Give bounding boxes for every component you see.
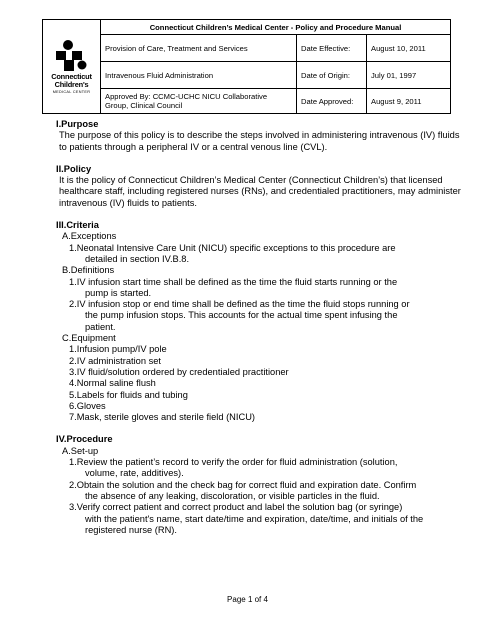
manual-title: Connecticut Children’s Medical Center - Policy and Procedure Manual	[101, 20, 451, 35]
definitions-heading: B.Definitions	[62, 265, 115, 276]
setup-step-1: 1.Review the patient’s record to verify the order for fluid administration (solution, volume, rate, additives).	[69, 457, 398, 479]
purpose-text: The purpose of this policy is to describe the steps involved in administering intravenous (IV) fluids to patients through a peripheral IV or a central venous line (CVL).	[59, 130, 460, 152]
equipment-item: 6.Gloves	[69, 400, 106, 411]
children-figure-logo-icon	[52, 39, 92, 73]
policy-heading: II.Policy	[56, 163, 92, 174]
purpose-heading: I.Purpose	[56, 119, 99, 129]
exceptions-item-1: 1.Neonatal Intensive Care Unit (NICU) specific exceptions to this procedure are detailed in section IV.B.8.	[69, 242, 396, 264]
equipment-item: 2.IV administration set	[69, 355, 161, 366]
equipment-item: 7.Mask, sterile gloves and sterile field (NICU)	[69, 412, 256, 423]
page-number: Page 1 of 4	[227, 595, 268, 604]
equipment-item: 1.Infusion pump/IV pole	[69, 344, 167, 355]
policy-body	[42, 119, 462, 536]
logo-line-2: Children's	[54, 79, 89, 89]
header-category: Provision of Care, Treatment and Services	[101, 35, 297, 62]
header-policy-name: Intravenous Fluid Administration	[101, 62, 297, 89]
logo-line-3: MEDICAL CENTER	[52, 89, 91, 94]
date-of-origin-label: Date of Origin:	[297, 62, 367, 89]
policy-header-table	[42, 19, 451, 114]
equipment-item: 3.IV fluid/solution ordered by credentialed practitioner	[69, 366, 289, 377]
header-approved-by: Approved By: CCMC-UCHC NICU Collaborative Group, Clinical Council	[101, 89, 297, 114]
date-of-origin-value: July 01, 1997	[367, 62, 451, 89]
date-approved-label: Date Approved:	[297, 89, 367, 114]
equipment-heading: C.Equipment	[62, 333, 116, 344]
definitions-item-2: 2.IV infusion stop or end time shall be defined as the time the fluid stops running or the pump infusion stops. This accounts for the actual time spent infusing the patient.	[69, 299, 410, 332]
logo-line-1: Connecticut	[51, 71, 92, 81]
setup-step-2: 2.Obtain the solution and the check bag for correct fluid and expiration date. Confirm the absence of any leaking, discoloration, or visible particles in the fluid.	[69, 479, 417, 501]
equipment-item: 4.Normal saline flush	[69, 378, 156, 389]
procedure-heading: IV.Procedure	[56, 434, 113, 445]
setup-heading: A.Set-up	[62, 445, 99, 456]
equipment-item: 5.Labels for fluids and tubing	[69, 389, 188, 400]
exceptions-heading: A.Exceptions	[62, 231, 117, 242]
setup-step-3: 3.Verify correct patient and correct product and label the solution bag (or syringe) with the patient's name, start date/time and expiration, date/time, and initials of the registered nurse (RN).	[69, 502, 424, 535]
date-approved-value: August 9, 2011	[367, 89, 451, 114]
policy-text: It is the policy of Connecticut Children’s Medical Center (Connecticut Children’s) that licensed healthcare staff, including registered nurses (RNs), and credentialed practitioners, may administer intravenous (IV) fluids to patients.	[59, 175, 461, 208]
logo-cell	[43, 20, 101, 114]
date-effective-label: Date Effective:	[297, 35, 367, 62]
ccmc-logo	[45, 39, 98, 95]
date-effective-value: August 10, 2011	[367, 35, 451, 62]
definitions-item-1: 1.IV infusion start time shall be defined as the time the fluid starts running or the pump is started.	[69, 276, 398, 298]
criteria-heading: III.Criteria	[56, 220, 99, 231]
